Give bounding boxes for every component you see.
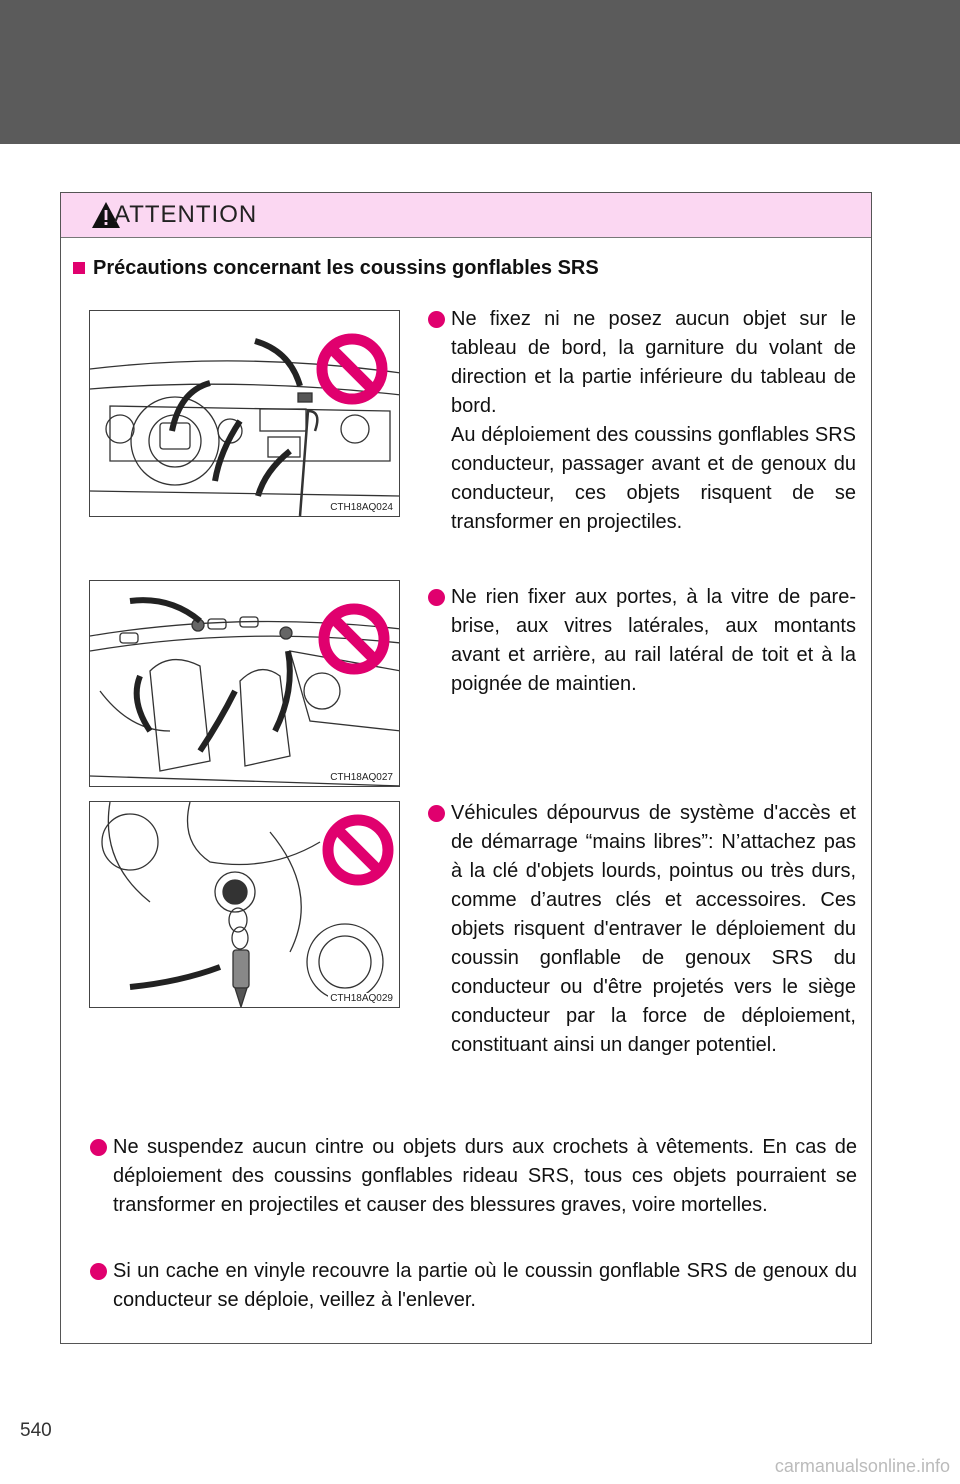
bullet-dot-icon [428,589,445,606]
caution-label: ATTENTION [114,201,258,228]
prohibition-icon [318,603,390,675]
figure-code: CTH18AQ027 [330,772,393,783]
top-band [0,0,960,144]
page-number: 540 [20,1420,52,1441]
figure-key [89,801,400,1008]
list-item: Ne fixez ni ne posez aucun objet sur le tableau de bord, la garniture du volant de direction et la partie inférieure du tableau de bord. Au déploiement des coussins gonflables SRS conducteur, passager avant et de genoux du conducteur, ces objets risquent de se transformer en projectiles. [451,305,856,537]
list-item: Ne rien fixer aux portes, à la vitre de pare-brise, aux vitres latérales, aux montants avant et arrière, au rail latéral de toit et à la poignée de maintien. [451,583,856,699]
figure-code: CTH18AQ029 [330,993,393,1004]
prohibition-icon [322,814,394,886]
bullet-dot-icon [428,311,445,328]
figure-dashboard [89,310,400,517]
list-item: Véhicules dépourvus de système d'accès et de démarrage “mains libres”: N’attachez pas à la clé d'objets lourds, pointus ou très durs, comme d’autres clés et accessoires. Ces objets risquent d'entraver le déploiement du coussin gonflable de genoux SRS du conducteur ou d'être projetés vers le siège conducteur par la force de déploiement, constituant ainsi un danger potentiel. [451,799,856,1060]
list-item: Si un cache en vinyle recouvre la partie où le coussin gonflable SRS de genoux du conducteur se déploie, veillez à l'enlever. [113,1257,857,1315]
section-title: Précautions concernant les coussins gonflables SRS [73,257,599,280]
bullet-dot-icon [428,805,445,822]
square-bullet-icon [73,262,85,274]
caution-box [60,192,872,1344]
prohibition-icon [316,333,388,405]
figure-code: CTH18AQ024 [330,502,393,513]
figure-interior [89,580,400,787]
bullet-dot-icon [90,1263,107,1280]
bullet-dot-icon [90,1139,107,1156]
watermark: carmanualsonline.info [774,1456,950,1476]
caution-header [61,193,871,238]
list-item: Ne suspendez aucun cintre ou objets durs aux crochets à vêtements. En cas de déploiement des coussins gonflables rideau SRS, tous ces objets pourraient se transformer en projectiles et causer des blessures graves, voire mortelles. [113,1133,857,1220]
